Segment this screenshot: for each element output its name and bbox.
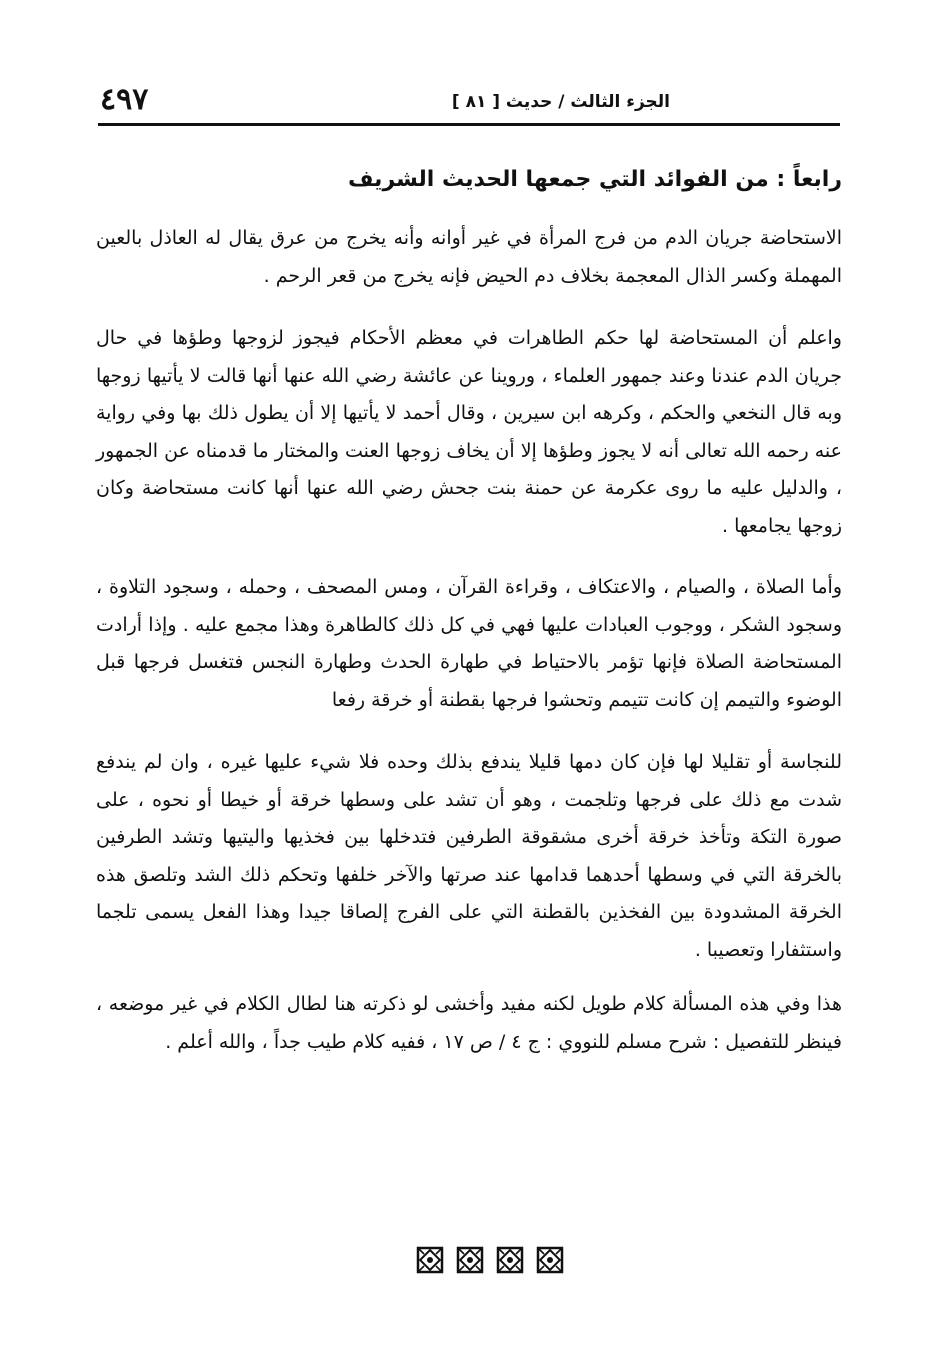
- ornament-icon: [416, 1246, 444, 1274]
- paragraph-5: هذا وفي هذه المسألة كلام طويل لكنه مفيد وأخشى لو ذكرته هنا لطال الكلام في غير موضعه ، فينظر للتفصيل : شرح مسلم للنووي : ج ٤ / ص ١٧ ، ففيه كلام طيب جداً ، والله أعلم .: [96, 993, 842, 1053]
- page-header: [98, 80, 840, 120]
- ornament-icon: [536, 1246, 564, 1274]
- paragraph-4: للنجاسة أو تقليلا لها فإن كان دمها قليلا يندفع بذلك وحده فلا شيء عليها غيره ، وان لم يندفع شدت مع ذلك على فرجها وتلجمت ، وهو أن تشد على وسطها خرقة أو خيطا أو نحوه ، على صورة التكة وتأخذ خرقة أخرى مشقوقة الطرفين فتدخلها بين فخذيها واليتيها وتشد الطرفين بالخرقة التي في وسطها أحدهما قدامها عند صرتها والآخر خلفها وتحكم ذلك الشد وتلصق هذه الخرقة المشدودة بين الفخذين بالقطنة التي على الفرج إلصاقا جيدا وهذا الفعل يسمى تلجما واستثفارا وتعصيبا .: [96, 751, 842, 961]
- running-head: الجزء الثالث / حديث [ ٨١ ]: [451, 92, 670, 112]
- header-rule: [98, 123, 840, 126]
- section-heading: رابعاً : من الفوائد التي جمعها الحديث الشريف: [347, 167, 842, 192]
- ornament-icon: [456, 1246, 484, 1274]
- ornament-icon: [496, 1246, 524, 1274]
- page-number: ٤٩٧: [100, 82, 149, 117]
- paragraph-3: وأما الصلاة ، والصيام ، والاعتكاف ، وقراءة القرآن ، ومس المصحف ، وحمله ، وسجود التلاوة ، وسجود الشكر ، ووجوب العبادات عليها فهي في كل ذلك كالطاهرة وهذا مجمع عليه . وإذا أرادت المستحاضة الصلاة فإنها تؤمر بالاحتياط في طهارة الحدث وطهارة النجس فتغسل فرجها قبل الوضوء والتيمم إن كانت تتيمم وتحشوا فرجها بقطنة أو خرقة رفعا: [96, 576, 842, 711]
- paragraph-1: الاستحاضة جريان الدم من فرج المرأة في غير أوانه وأنه يخرج من عرق يقال له العاذل بالعين المهملة وكسر الذال المعجمة بخلاف دم الحيض فإنه يخرج من قعر الرحم .: [96, 227, 842, 287]
- paragraph-2: واعلم أن المستحاضة لها حكم الطاهرات في معظم الأحكام فيجوز لزوجها وطؤها في حال جريان الدم عندنا وعند جمهور العلماء ، وروينا عن عائشة رضي الله عنها أنها قالت لا يأتيها زوجها وبه قال النخعي والحكم ، وكرهه ابن سيرين ، وقال أحمد لا يأتيها إلا أن يطول ذلك بها وفي رواية عنه رحمه الله تعالى أنه لا يجوز وطؤها إلا أن يخاف زوجها العنت والمختار ما قدمناه عن الجمهور ، والدليل عليه ما روى عكرمة عن حمنة بنت جحش رضي الله عنها أنها كانت مستحاضة وكان زوجها يجامعها .: [96, 327, 842, 537]
- footer-ornaments: [416, 1243, 564, 1277]
- page-body: [96, 160, 842, 1061]
